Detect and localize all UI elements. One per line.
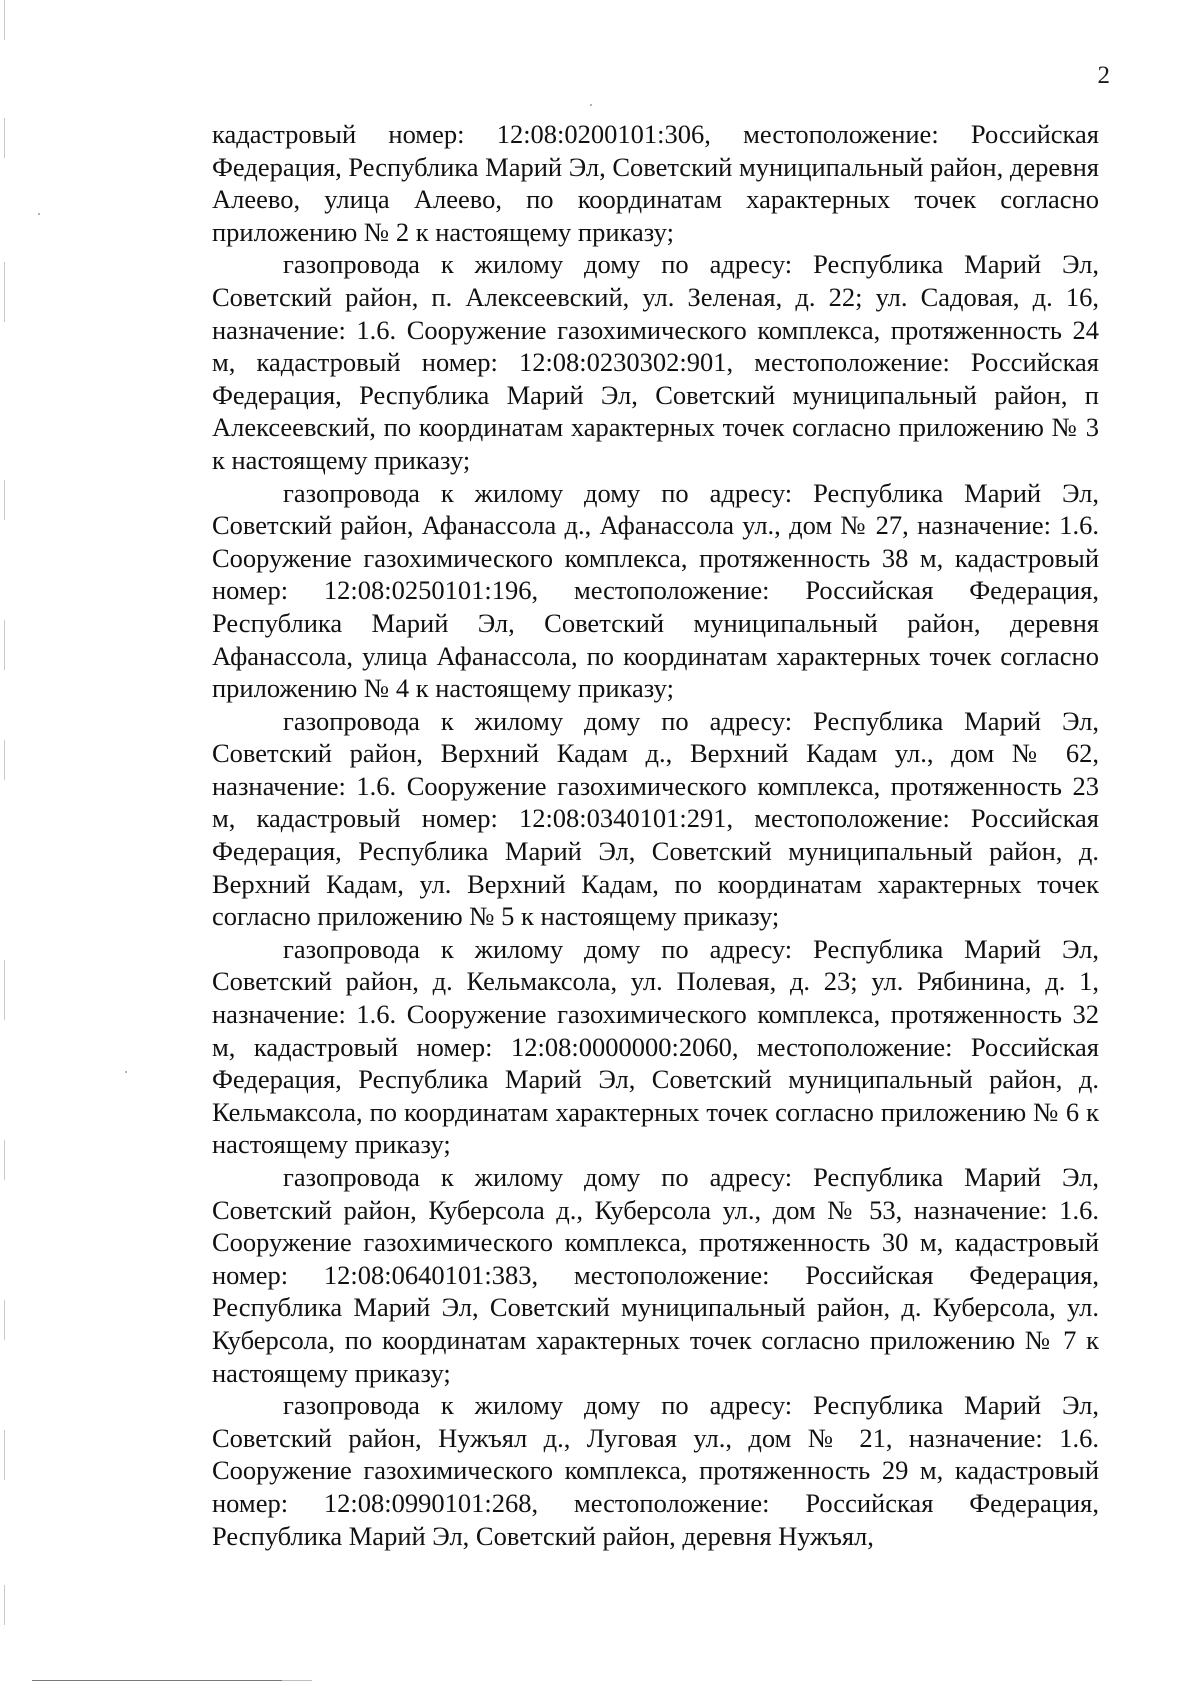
paragraph-gas-pipeline-kubersola: газопровода к жилому дому по адресу: Республика Марий Эл, Советский район, Куберсола д., Куберсола ул., дом № 53, назначение: 1.6. Сооружение газохимического комплекса, протяженность 30 м, кадастровый номер: 12:08:0640101:383, местоположение: Российская Федерация, Республика Марий Эл, Советский муниципальный район, д. Куберсола, ул. Куберсола, по координатам характерных точек согласно приложению № 7 к настоящему приказу; [212,1162,1099,1388]
scan-edge-mark [4,740,5,780]
scan-speck [590,104,592,106]
scan-speck [38,213,40,215]
scan-edge-mark [4,960,5,1020]
paragraph-gas-pipeline-kelmaksola: газопровода к жилому дому по адресу: Республика Марий Эл, Советский район, д. Кельмаксола, ул. Полевая, д. 23; ул. Рябинина, д. 1, назначение: 1.6. Сооружение газохимического комплекса, протяженность 32 м, кадастровый номер: 12:08:0000000:2060, местоположение: Российская Федерация, Республика Марий Эл, Советский муниципальный район, д. Кельмаксола, по координатам характерных точек согласно приложению № 6 к настоящему приказу; [212,933,1099,1160]
scan-edge-mark [4,480,5,520]
scan-edge-mark [4,620,5,670]
scan-edge-mark [4,262,5,322]
paragraph-gas-pipeline-alekseevsky: газопровода к жилому дому по адресу: Республика Марий Эл, Советский район, п. Алексеевский, ул. Зеленая, д. 22; ул. Садовая, д. 16, назначение: 1.6. Сооружение газохимического комплекса, протяженность 24 м, кадастровый номер: 12:08:0230302:901, местоположение: Российская Федерация, Республика Марий Эл, Советский муниципальный район, п Алексеевский, по координатам характерных точек согласно приложению № 3 к настоящему приказу; [212,249,1099,475]
scan-edge-mark [4,0,5,40]
paragraph-gas-pipeline-nuzhyal: газопровода к жилому дому по адресу: Республика Марий Эл, Советский район, Нужъял д., Луговая ул., дом № 21, назначение: 1.6. Сооружение газохимического комплекса, протяженность 29 м, кадастровый номер: 12:08:0990101:268, местоположение: Российская Федерация, Республика Марий Эл, Советский район, деревня Нужъял, [212,1390,1099,1551]
scan-edge-mark [4,1585,5,1625]
page-number: 2 [1097,62,1110,89]
paragraph-gas-pipeline-afanassola: газопровода к жилому дому по адресу: Республика Марий Эл, Советский район, Афанассола д., Афанассола ул., дом № 27, назначение: 1.6. Сооружение газохимического комплекса, протяженность 38 м, кадастровый номер: 12:08:0250101:196, местоположение: Российская Федерация, Республика Марий Эл, Советский муниципальный район, деревня Афанассола, улица Афанассола, по координатам характерных точек согласно приложению № 4 к настоящему приказу; [212,477,1099,704]
scan-edge-mark [4,118,5,158]
scan-speck [125,1071,127,1073]
bottom-scan-line [282,1680,312,1681]
document-body [212,118,1099,1552]
bottom-scan-line [32,1680,282,1681]
scan-edge-mark [4,1140,5,1180]
scan-edge-mark [4,1300,5,1340]
paragraph-gas-pipeline-verkhniy-kadam: газопровода к жилому дому по адресу: Республика Марий Эл, Советский район, Верхний Кадам д., Верхний Кадам ул., дом № 62, назначение: 1.6. Сооружение газохимического комплекса, протяженность 23 м, кадастровый номер: 12:08:0340101:291, местоположение: Российская Федерация, Республика Марий Эл, Советский муниципальный район, д. Верхний Кадам, ул. Верхний Кадам, по координатам характерных точек согласно приложению № 5 к настоящему приказу; [212,705,1099,932]
paragraph-continuation: кадастровый номер: 12:08:0200101:306, местоположение: Российская Федерация, Республика Марий Эл, Советский муниципальный район, деревня Алеево, улица Алеево, по координатам характерных точек согласно приложению № 2 к настоящему приказу; [212,119,1099,247]
scan-edge-mark [4,1430,5,1480]
